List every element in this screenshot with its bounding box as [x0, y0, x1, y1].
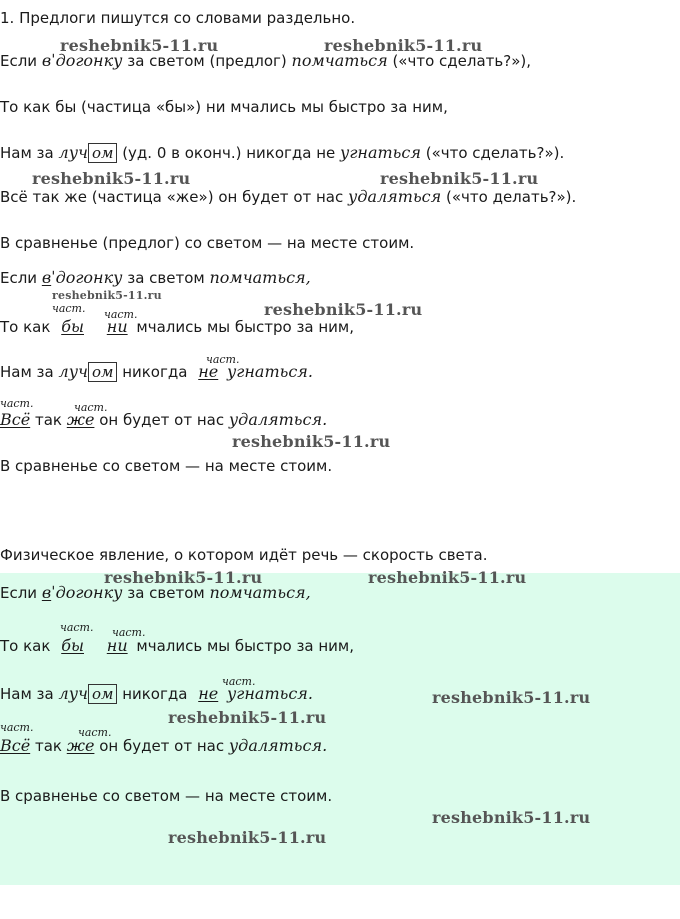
ending-box: ом [88, 362, 117, 382]
ending-box: ом [88, 143, 117, 163]
answer-heading: Физическое явление, о котором идёт речь — скорость света. [0, 546, 488, 564]
poem3-line-5: В сравненье со светом — на месте стоим. [0, 787, 333, 805]
poem3-line-4: Всё так же он будет от нас удаляться. [0, 736, 328, 755]
poem-line-2: То как бы (частица «бы») ни мчались мы быстро за ним, [0, 98, 448, 116]
poem3-line-2: То как бы ни мчались мы быстро за ним, [0, 636, 355, 655]
watermark: reshebnik5-11.ru [368, 568, 527, 587]
watermark: reshebnik5-11.ru [32, 169, 191, 188]
watermark: reshebnik5-11.ru [232, 432, 391, 451]
watermark: reshebnik5-11.ru [60, 36, 219, 55]
poem-line-5: В сравненье (предлог) со светом — на месте стоим. [0, 234, 415, 252]
watermark: reshebnik5-11.ru [432, 808, 591, 827]
watermark: reshebnik5-11.ru [168, 708, 327, 727]
poem-line-1: Если вˈдогонку за светом (предлог) помчаться («что сделать?»), [0, 51, 531, 70]
poem3-line-1: Если вˈдогонку за светом помчаться, [0, 583, 311, 602]
watermark: reshebnik5-11.ru [52, 289, 162, 302]
watermark: reshebnik5-11.ru [168, 828, 327, 847]
watermark: reshebnik5-11.ru [104, 568, 263, 587]
poem2-line-2: То как бы ни мчались мы быстро за ним, [0, 317, 355, 336]
poem2-line-4: Всё так же он будет от нас удаляться. [0, 410, 328, 429]
watermark: reshebnik5-11.ru [264, 300, 423, 319]
rule-heading: 1. Предлоги пишутся со словами раздельно. [0, 9, 356, 27]
watermark: reshebnik5-11.ru [380, 169, 539, 188]
watermark: reshebnik5-11.ru [432, 688, 591, 707]
poem2-line-1: Если вˈдогонку за светом помчаться, [0, 268, 311, 287]
poem3-line-3: Нам за луч ом никогда не угнаться. [0, 684, 313, 703]
poem-line-4: Всё так же (частица «же») он будет от нас удаляться («что делать?»). [0, 187, 577, 206]
poem-line-3: Нам за луч ом (уд. 0 в оконч.) никогда не угнаться («что сделать?»). [0, 143, 565, 162]
poem2-line-3: Нам за луч ом никогда не угнаться. [0, 362, 313, 381]
poem2-line-5: В сравненье со светом — на месте стоим. [0, 457, 333, 475]
ending-box: ом [88, 684, 117, 704]
watermark: reshebnik5-11.ru [324, 36, 483, 55]
